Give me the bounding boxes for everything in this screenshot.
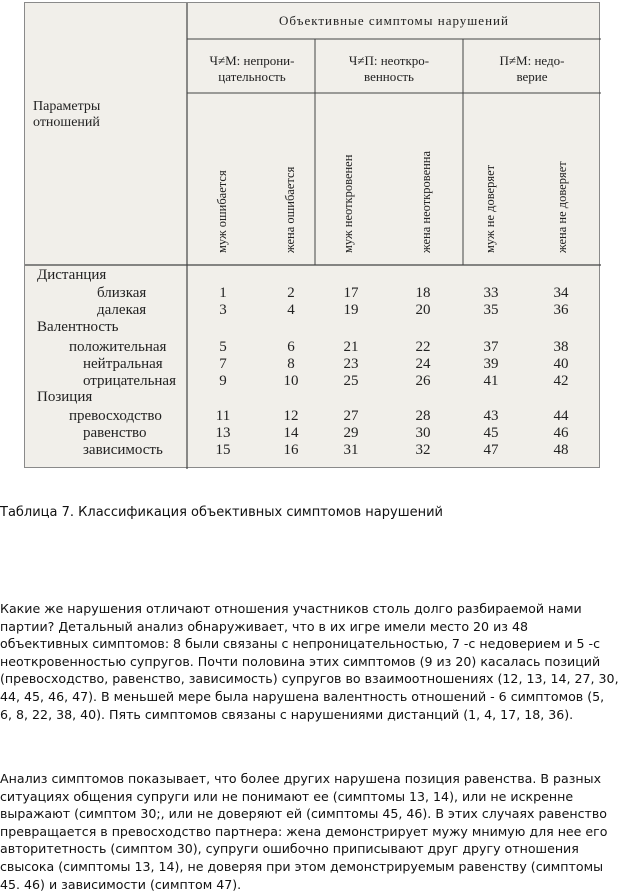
table-cell: 21 <box>343 339 359 355</box>
table-group-header: Объективные симптомы нарушений <box>279 13 509 28</box>
table-cell: 8 <box>287 356 295 372</box>
table-cell: 3 <box>219 302 227 318</box>
row-label: нейтральная <box>83 356 163 372</box>
table-cell: 18 <box>415 285 431 301</box>
row-label: близкая <box>97 285 147 301</box>
table-cell: 33 <box>483 285 499 301</box>
table-cell: 19 <box>343 302 359 318</box>
table-cell: 39 <box>483 356 499 372</box>
table-cell: 14 <box>283 425 299 441</box>
table-cell: 37 <box>483 339 499 355</box>
table-cell: 46 <box>553 425 569 441</box>
table-cell: 10 <box>283 373 299 389</box>
table-cell: 31 <box>343 442 359 458</box>
table-cell: 34 <box>553 285 569 301</box>
table-cell: 6 <box>287 339 295 355</box>
table-cell: 48 <box>553 442 569 458</box>
row-group-label: Дистанция <box>37 267 107 283</box>
table-cell: 1 <box>219 285 227 301</box>
table-cell: 12 <box>283 408 299 424</box>
table-cell: 40 <box>553 356 569 372</box>
table-cell: 22 <box>415 339 431 355</box>
column-header-wife-errs: жена ошибается <box>283 166 297 253</box>
table-param-header: Параметры отношений <box>33 99 101 130</box>
row-group-label: Позиция <box>37 389 93 405</box>
table-cell: 26 <box>415 373 431 389</box>
table-cell: 29 <box>343 425 359 441</box>
table-cell: 41 <box>483 373 499 389</box>
table-cell: 15 <box>215 442 231 458</box>
column-header-husband-insincere: муж неоткровенен <box>341 154 355 253</box>
column-header-husband-distrusts: муж не доверяет <box>483 164 497 253</box>
table-cell: 9 <box>219 373 227 389</box>
table-cell: 42 <box>553 373 569 389</box>
column-header-wife-distrusts: жена не доверяет <box>555 161 569 253</box>
table-cell: 38 <box>553 339 569 355</box>
column-header-wife-insincere: жена неоткровенна <box>419 150 433 253</box>
row-label: зависимость <box>83 442 163 458</box>
table-cell: 20 <box>415 302 431 318</box>
table-caption: Таблица 7. Классификация объективных симптомов нарушений <box>0 505 444 520</box>
table-cell: 23 <box>343 356 359 372</box>
column-header-husband-errs: муж ошибается <box>215 170 229 253</box>
table-cell: 4 <box>287 302 295 318</box>
table-cell: 36 <box>553 302 569 318</box>
subgroup-header-distrust: П≠М: недо- верие <box>499 53 565 84</box>
table-cell: 13 <box>215 425 231 441</box>
table-cell: 5 <box>219 339 227 355</box>
row-label: положительная <box>69 339 167 355</box>
table-cell: 16 <box>283 442 299 458</box>
table-cell: 24 <box>415 356 431 372</box>
table-cell: 30 <box>415 425 431 441</box>
table-cell: 7 <box>219 356 227 372</box>
table-cell: 27 <box>343 408 359 424</box>
row-label: отрицательная <box>83 373 176 389</box>
table-cell: 47 <box>483 442 499 458</box>
subgroup-header-impenetrability: Ч≠М: непрони- цательность <box>209 53 295 84</box>
table-cell: 32 <box>415 442 431 458</box>
table-cell: 25 <box>343 373 359 389</box>
row-group-label: Валентность <box>37 319 119 335</box>
row-label: превосходство <box>69 408 162 424</box>
table-cell: 11 <box>215 408 231 424</box>
body-paragraph-1: Какие же нарушения отличают отношения участников столь долго разбираемой нами партии? Детальный анализ обнаруживает, что в их игре имели место 20 из 48 объективных симптомов: 8 были связаны с непроницательностью, 7 -с недоверием и 5 -с неоткровенностью супругов. Почти половина этих симптомов (9 из 20) касалась позиций (превосходство, равенство, зависимость) супругов во взаимоотношениях (12, 13, 14, 27, 30, 44, 45, 46, 47). В меньшей мере была нарушена валентность отношений - 6 симптомов (5, 6, 8, 22, 38, 40). Пять симптомов связаны с нарушениями дистанций (1, 4, 17, 18, 36). <box>0 601 619 722</box>
table-cell: 43 <box>483 408 499 424</box>
table-cell: 17 <box>343 285 359 301</box>
table-cell: 28 <box>415 408 431 424</box>
table-cell: 35 <box>483 302 499 318</box>
table-cell: 45 <box>483 425 499 441</box>
body-paragraph-2: Анализ симптомов показывает, что более других нарушена позиция равенства. В разных ситуациях общения супруги или не понимают ее (симптомы 13, 14), или не искренне выражают (симптом 30;, или не доверяют ей (симптомы 45, 46). В этих случаях равенство превращается в превосходство партнера: жена демонстрирует мужу мнимую для нее его авторитетность (симптом 30), супруги ошибочно приписывают друг другу отношения свысока (симптомы 13, 14), не доверяя при этом демонстрируемым равенству (симптомы 45. 46) и зависимости (симптом 47). <box>0 771 608 892</box>
row-label: равенство <box>83 425 147 441</box>
row-label: далекая <box>97 302 147 318</box>
table-cell: 2 <box>287 285 295 301</box>
subgroup-header-insincerity: Ч≠П: неоткро- венность <box>348 53 430 84</box>
table-scan-image <box>24 2 600 468</box>
table-cell: 44 <box>553 408 569 424</box>
